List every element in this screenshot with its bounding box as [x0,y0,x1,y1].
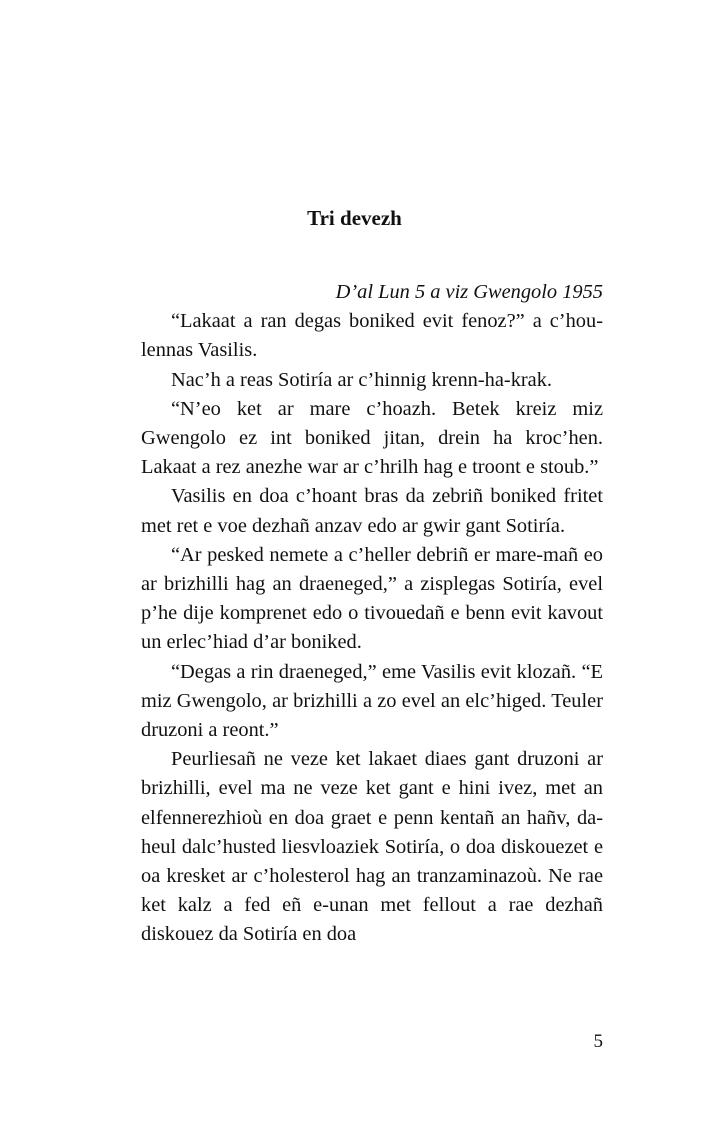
paragraph-4: Vasilis en doa c’hoant bras da zebriñ boniked fritet met ret e voe dezhañ anzav edo ar gwir gant Sotiría. [141,485,603,537]
dateline: D’al Lun 5 a viz Gwengolo 1955 [335,281,603,303]
paragraph-2: Nac’h a reas Sotiría ar c’hinnig krenn-ha-krak. [171,368,553,391]
page-number: 5 [593,1031,603,1052]
body-text [141,278,603,950]
paragraph-5: “Ar pesked nemete a c’heller debriñ er mare-mañ eo ar brizhilli hag an draeneged,” a zisplegas Sotiría, evel p’he dije komprenet edo o tivouedañ e benn evit kavout un erlec’hiad d’ar boniked. [141,543,603,654]
chapter-title: Tri devezh [307,206,402,231]
paragraph-7: Peurliesañ ne veze ket lakaet diaes gant druzoni ar brizhilli, evel ma ne veze ket gant e hini ivez, met an elfennerezhioù en doa graet e penn kentañ an hañv, da-heul dalc’husted liesvloaziek Sotiría, o doa diskouezet e oa kresket ar c’holesterol hag an tranzaminazoù. Ne rae ket kalz a fed eñ e-unan met fellout a rae dezhañ diskouez da Sotiría en doa [141,748,603,946]
paragraph-1: “Lakaat a ran degas boniked evit fenoz?” a c’houlennas Vasilis. [141,310,603,362]
paragraph-3: “N’eo ket ar mare c’hoazh. Betek kreiz miz Gwengolo ez int boniked jitan, drein ha kroc’hen. Lakaat a rez anezhe war ar c’hrilh hag e troont e stoub.” [141,397,603,479]
paragraph-6: “Degas a rin draeneged,” eme Vasilis evit klozañ. “E miz Gwengolo, ar brizhilli a zo evel an elc’higed. Teuler druzoni a reont.” [141,660,603,742]
